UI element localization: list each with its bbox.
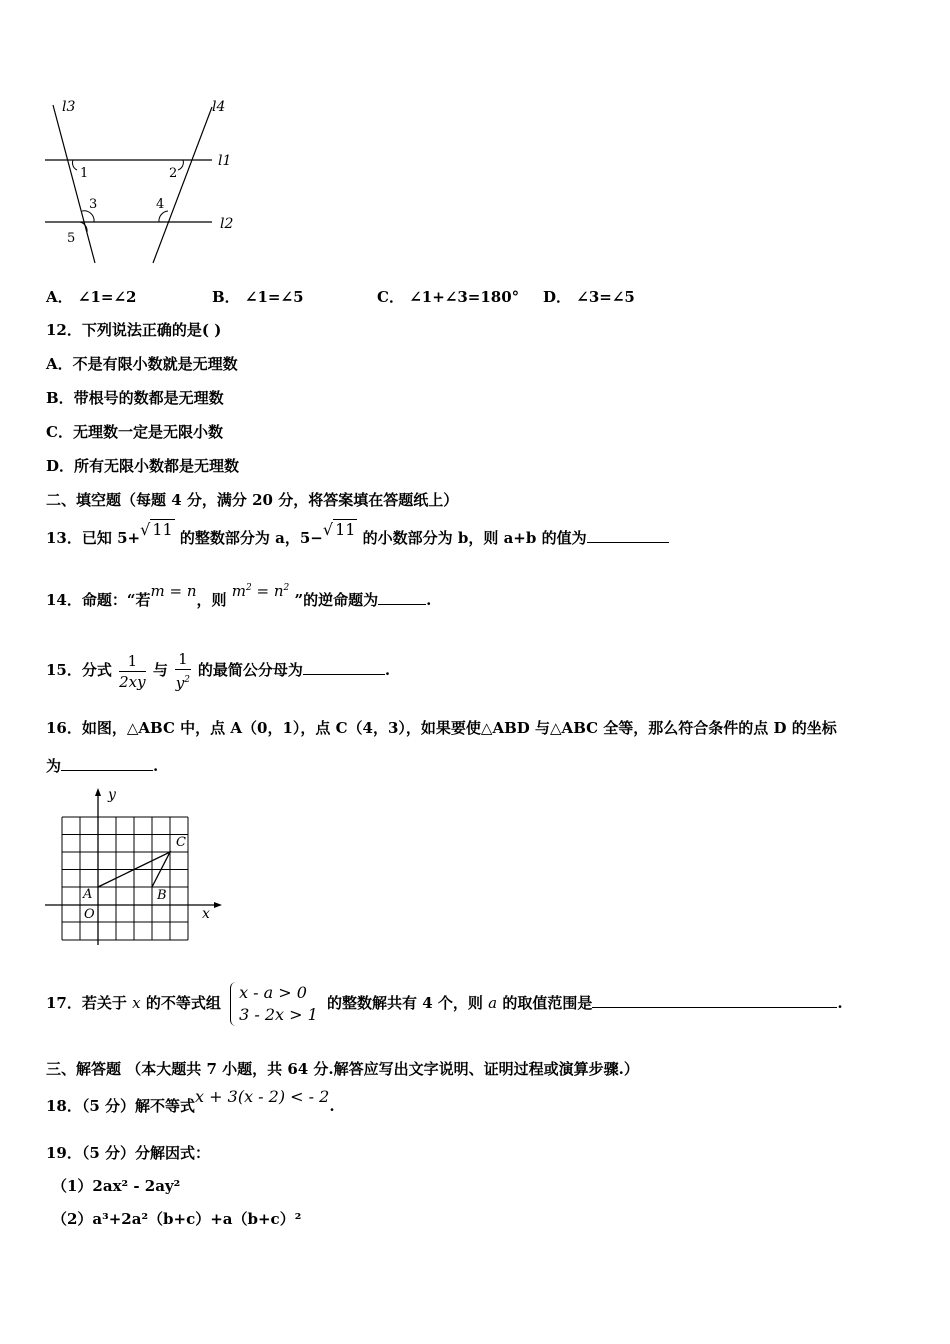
q18-inequality: x + 3(x - 2) < - 2 xyxy=(195,1087,330,1106)
coordinate-grid-figure xyxy=(42,785,227,945)
q15: 15．分式 $\frac{1}{2xy}$ 与 $\frac{1}{y^2}$ 的最简公分母为 . xyxy=(46,650,391,692)
q17-inequality-system: x - a > 0 3 - 2x > 1 xyxy=(230,982,318,1026)
label-angle-4: 4 xyxy=(156,197,165,212)
q16-answer-blank[interactable] xyxy=(61,756,153,771)
q15-fraction-2: $\frac{1}{y^2}$ xyxy=(175,650,190,692)
parallel-lines-figure xyxy=(40,95,240,270)
q16-line-2: 为 . xyxy=(46,757,159,775)
q12-option-a: A．不是有限小数就是无理数 xyxy=(46,355,238,373)
q12-option-b: B．带根号的数都是无理数 xyxy=(46,389,224,407)
label-angle-2: 2 xyxy=(169,166,178,181)
q15-answer-blank[interactable] xyxy=(303,660,385,675)
q11-option-d: D． ∠3=∠5 xyxy=(543,288,635,306)
origin-label: O xyxy=(84,907,95,922)
q13: 13．已知 5+√ 11 的整数部分为 a，5−√ 11 的小数部分为 b，则 a+b 的值为 xyxy=(46,528,669,548)
y-axis-label: y xyxy=(108,787,116,803)
q19-stem: 19．（5 分）分解因式： xyxy=(46,1144,211,1162)
q17-answer-blank[interactable] xyxy=(592,993,837,1008)
q13-answer-blank[interactable] xyxy=(587,528,669,543)
label-l3: l3 xyxy=(62,99,76,115)
q19-part-1: （1）2ax² - 2ay² xyxy=(52,1177,181,1195)
label-angle-1: 1 xyxy=(80,166,89,181)
point-c-label: C xyxy=(176,835,186,850)
label-l2: l2 xyxy=(220,216,234,232)
q14-answer-blank[interactable] xyxy=(378,590,426,605)
q11-option-c: C． ∠1+∠3=180° xyxy=(377,288,520,306)
section-2-title: 二、填空题（每题 4 分，满分 20 分，将答案填在答题纸上） xyxy=(46,491,459,509)
q14-conclusion: $m^2 = n^2$ xyxy=(231,582,290,600)
q12-option-c: C．无理数一定是无限小数 xyxy=(46,423,223,441)
point-b-label: B xyxy=(157,888,167,903)
label-l4: l4 xyxy=(212,99,226,115)
q15-fraction-1: $\frac{1}{2xy}$ xyxy=(119,651,146,691)
grid-lines xyxy=(62,817,188,940)
q12-option-d: D．所有无限小数都是无理数 xyxy=(46,457,240,475)
sqrt-11-a: √ 11 xyxy=(140,520,173,539)
sqrt-11-b: √ 11 xyxy=(322,520,356,539)
label-angle-3: 3 xyxy=(89,197,98,212)
q12-stem: 12．下列说法正确的是( ) xyxy=(46,321,222,339)
q11-option-b: B． ∠1=∠5 xyxy=(212,288,304,306)
q14-condition: m = n xyxy=(150,582,197,600)
q17: 17．若关于 x 的不等式组 x - a > 0 3 - 2x > 1 的整数解共有 4 个，则 a 的取值范围是 . xyxy=(46,983,843,1024)
point-a-label: A xyxy=(83,887,93,902)
line-l4 xyxy=(153,107,212,263)
q19-part-2: （2）a³+2a²（b+c）+a（b+c）² xyxy=(52,1210,302,1228)
label-l1: l1 xyxy=(218,153,232,169)
x-axis-label: x xyxy=(202,906,210,922)
section-3-title: 三、解答题 （本大题共 7 小题，共 64 分.解答应写出文字说明、证明过程或演算步骤.） xyxy=(46,1060,639,1078)
q18: 18．（5 分）解不等式x + 3(x - 2) < - 2. xyxy=(46,1087,335,1115)
q16-line-1: 16．如图，△ABC 中，点 A（0，1），点 C（4，3），如果要使△ABD 与△ABC 全等，那么符合条件的点 D 的坐标 xyxy=(46,719,837,737)
q14: 14．命题：“若m = n，则 $m^2 = n^2$ ”的逆命题为 . xyxy=(46,582,432,609)
q11-option-a: A． ∠1=∠2 xyxy=(46,288,137,306)
label-angle-5: 5 xyxy=(67,231,76,246)
